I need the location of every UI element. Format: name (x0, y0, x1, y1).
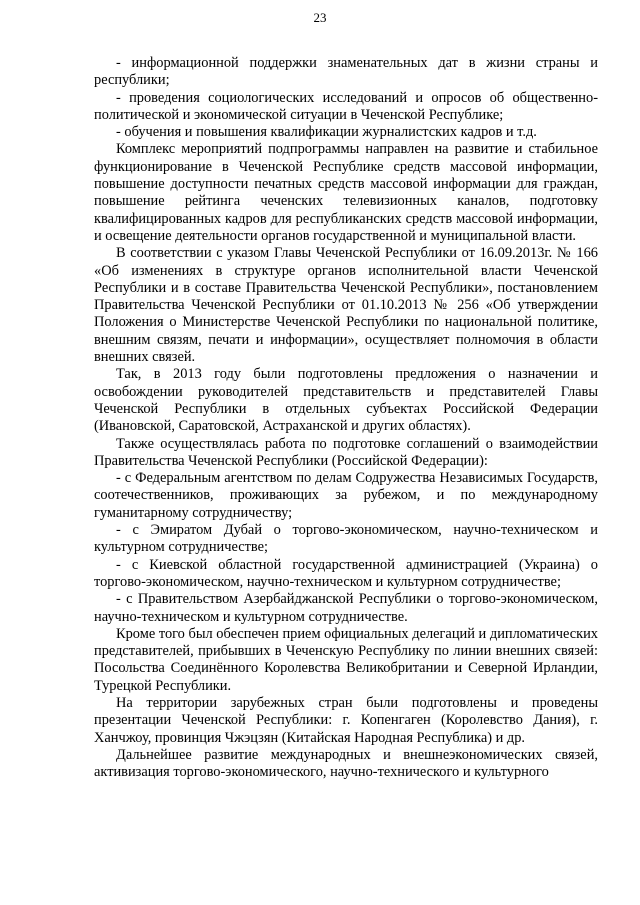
paragraph-decree-reference: В соответствии с указом Главы Чеченской Республики от 16.09.2013г. № 166 «Об изменениях в структуре органов исполнительной власти Чеченской Республики и в составе Правительства Чеченской Республики», постановлением Правительства Чеченской Республики от 01.10.2013 № 256 «Об утверждении Положения о Министерстве Чеченской Республики по национальной политике, внешним связям, печати и информации», осуществляет полномочия в области внешних связей. (94, 245, 598, 366)
list-item-kiev-region: - с Киевской областной государственной администрацией (Украина) о торгово-экономическом, научно-техническом и культурном сотрудничестве; (94, 556, 598, 590)
list-item-sociological-research: - проведения социологических исследований и опросов об общественно-политической и экономической ситуации в Чеченской Республике; (94, 89, 598, 123)
list-item-cis-agency: - с Федеральным агентством по делам Содружества Независимых Государств, соотечественников, проживающих за рубежом, и по международному гуманитарному сотрудничеству; (94, 470, 598, 521)
paragraph-subprogram-measures: Комплекс мероприятий подпрограммы направлен на развитие и стабильное функционирование в Чеченской Республике средств массовой информации, повышение доступности печатных средств массовой информации для граждан, повышение рейтинга чеченских телевизионных каналов, подготовку квалифицированных кадров для республиканских средств массовой информации, и освещение деятельности органов государственной и муниципальной власти. (94, 141, 598, 244)
list-item-azerbaijan: - с Правительством Азербайджанской Республики о торгово-экономическом, научно-техническом и культурном сотрудничестве. (94, 591, 598, 625)
list-item-media-support: - информационной поддержки знаменательных дат в жизни страны и республики; (94, 55, 598, 89)
list-item-journalist-training: - обучения и повышения квалификации журналистских кадров и т.д. (116, 124, 537, 141)
list-item-dubai: - с Эмиратом Дубай о торгово-экономическом, научно-техническом и культурном сотрудничестве; (94, 522, 598, 556)
paragraph-presentations: На территории зарубежных стран были подготовлены и проведены презентации Чеченской Республики: г. Копенгаген (Королевство Дания), г. Ханчжоу, провинция Чжэцзян (Китайская Народная Республика) и др. (94, 694, 598, 746)
document-body (94, 55, 598, 781)
page-number: 23 (313, 10, 327, 25)
paragraph-agreements-intro: Также осуществлялась работа по подготовке соглашений о взаимодействии Правительства Чеченской Республики (Российской Федерации): (94, 435, 598, 469)
paragraph-delegations: Кроме того был обеспечен прием официальных делегаций и дипломатических представителей, прибывших в Чеченскую Республику по линии внешних связей: Посольства Соединённого Королевства Великобритании и Северной Ирландии, Турецкой Республики. (94, 625, 598, 694)
paragraph-representatives: Так, в 2013 году были подготовлены предложения о назначении и освобождении руководителей представительств и представителей Главы Чеченской Республики в отдельных субъектах Российской Федерации (Ивановской, Саратовской, Астраханской и других областях). (94, 366, 598, 435)
paragraph-further-development: Дальнейшее развитие международных и внешнеэкономических связей, активизация торгово-экономического, научно-технического и культурного (94, 746, 598, 781)
